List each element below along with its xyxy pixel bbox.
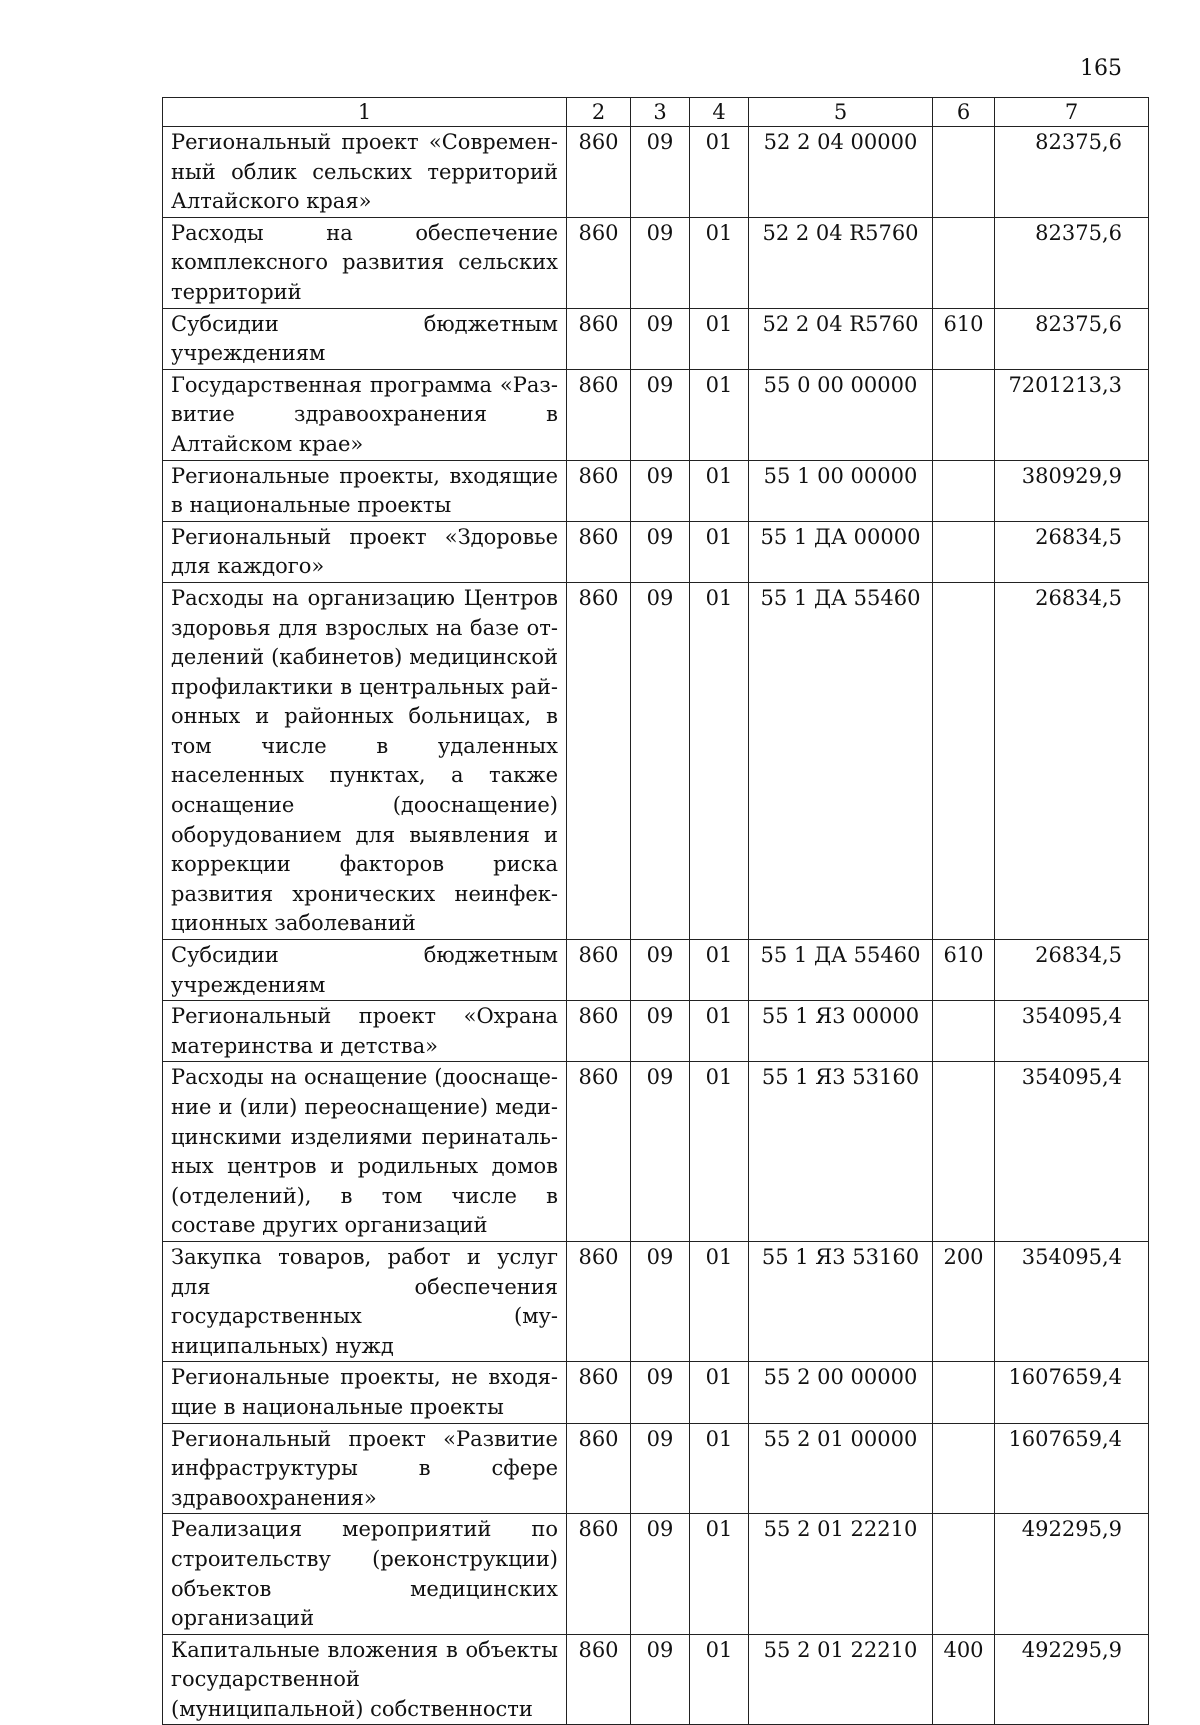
table-row bbox=[163, 1362, 1149, 1423]
table-row bbox=[163, 127, 1149, 218]
ministry-code: 860 bbox=[567, 1362, 631, 1423]
subsection-code: 01 bbox=[690, 369, 749, 460]
expense-type-code bbox=[933, 127, 995, 218]
item-name: Региональный проект «Здоровье для каждого» bbox=[163, 521, 567, 582]
ministry-code: 860 bbox=[567, 127, 631, 218]
amount: 26834,5 bbox=[995, 940, 1149, 1001]
amount: 492295,9 bbox=[995, 1634, 1149, 1725]
amount: 82375,6 bbox=[995, 308, 1149, 369]
table-row bbox=[163, 1241, 1149, 1361]
item-name: Капитальные вложения в объекты государственной (муниципальной) собственности bbox=[163, 1634, 567, 1725]
table-row bbox=[163, 308, 1149, 369]
target-item-code: 52 2 04 00000 bbox=[749, 127, 933, 218]
ministry-code: 860 bbox=[567, 1514, 631, 1634]
section-code: 09 bbox=[631, 308, 690, 369]
amount: 380929,9 bbox=[995, 460, 1149, 521]
ministry-code: 860 bbox=[567, 1423, 631, 1514]
section-code: 09 bbox=[631, 1241, 690, 1361]
header-row bbox=[163, 98, 1149, 127]
expense-type-code: 610 bbox=[933, 308, 995, 369]
amount: 82375,6 bbox=[995, 127, 1149, 218]
table-row bbox=[163, 521, 1149, 582]
expense-type-code bbox=[933, 1362, 995, 1423]
ministry-code: 860 bbox=[567, 1634, 631, 1725]
amount: 354095,4 bbox=[995, 1241, 1149, 1361]
ministry-code: 860 bbox=[567, 940, 631, 1001]
subsection-code: 01 bbox=[690, 1423, 749, 1514]
target-item-code: 52 2 04 R5760 bbox=[749, 217, 933, 308]
item-name: Закупка товаров, работ и услуг для обеспечения государственных (муниципальных) нужд bbox=[163, 1241, 567, 1361]
item-name: Региональный проект «Современный облик сельских территорий Алтайского края» bbox=[163, 127, 567, 218]
ministry-code: 860 bbox=[567, 582, 631, 939]
page-number: 165 bbox=[1080, 56, 1122, 81]
table-row bbox=[163, 460, 1149, 521]
table-row bbox=[163, 217, 1149, 308]
amount: 354095,4 bbox=[995, 1001, 1149, 1062]
ministry-code: 860 bbox=[567, 308, 631, 369]
section-code: 09 bbox=[631, 460, 690, 521]
target-item-code: 55 1 Я3 00000 bbox=[749, 1001, 933, 1062]
section-code: 09 bbox=[631, 582, 690, 939]
subsection-code: 01 bbox=[690, 582, 749, 939]
table-row bbox=[163, 1062, 1149, 1242]
amount: 26834,5 bbox=[995, 521, 1149, 582]
expense-type-code bbox=[933, 582, 995, 939]
table-row bbox=[163, 582, 1149, 939]
subsection-code: 01 bbox=[690, 127, 749, 218]
ministry-code: 860 bbox=[567, 1241, 631, 1361]
amount: 1607659,4 bbox=[995, 1423, 1149, 1514]
section-code: 09 bbox=[631, 1423, 690, 1514]
expense-type-code bbox=[933, 460, 995, 521]
target-item-code: 55 1 Я3 53160 bbox=[749, 1241, 933, 1361]
expense-type-code bbox=[933, 1001, 995, 1062]
amount: 7201213,3 bbox=[995, 369, 1149, 460]
subsection-code: 01 bbox=[690, 1241, 749, 1361]
subsection-code: 01 bbox=[690, 1514, 749, 1634]
table-row bbox=[163, 369, 1149, 460]
expense-type-code bbox=[933, 1514, 995, 1634]
expense-type-code bbox=[933, 1423, 995, 1514]
subsection-code: 01 bbox=[690, 1001, 749, 1062]
section-code: 09 bbox=[631, 1634, 690, 1725]
column-header: 5 bbox=[749, 98, 933, 127]
section-code: 09 bbox=[631, 1062, 690, 1242]
table-row bbox=[163, 1001, 1149, 1062]
subsection-code: 01 bbox=[690, 940, 749, 1001]
target-item-code: 55 1 Я3 53160 bbox=[749, 1062, 933, 1242]
subsection-code: 01 bbox=[690, 308, 749, 369]
column-header: 1 bbox=[163, 98, 567, 127]
table-row bbox=[163, 1634, 1149, 1725]
ministry-code: 860 bbox=[567, 217, 631, 308]
subsection-code: 01 bbox=[690, 521, 749, 582]
section-code: 09 bbox=[631, 1001, 690, 1062]
item-name: Государственная программа «Развитие здравоохранения в Алтайском крае» bbox=[163, 369, 567, 460]
target-item-code: 55 1 00 00000 bbox=[749, 460, 933, 521]
target-item-code: 52 2 04 R5760 bbox=[749, 308, 933, 369]
target-item-code: 55 2 00 00000 bbox=[749, 1362, 933, 1423]
section-code: 09 bbox=[631, 369, 690, 460]
amount: 26834,5 bbox=[995, 582, 1149, 939]
section-code: 09 bbox=[631, 521, 690, 582]
subsection-code: 01 bbox=[690, 460, 749, 521]
section-code: 09 bbox=[631, 127, 690, 218]
subsection-code: 01 bbox=[690, 217, 749, 308]
amount: 492295,9 bbox=[995, 1514, 1149, 1634]
target-item-code: 55 2 01 22210 bbox=[749, 1634, 933, 1725]
section-code: 09 bbox=[631, 1514, 690, 1634]
column-header: 4 bbox=[690, 98, 749, 127]
target-item-code: 55 2 01 22210 bbox=[749, 1514, 933, 1634]
section-code: 09 bbox=[631, 1362, 690, 1423]
table-row bbox=[163, 1423, 1149, 1514]
item-name: Реализация мероприятий по строительству (реконструкции) объектов медицинских организаций bbox=[163, 1514, 567, 1634]
item-name: Региональные проекты, входящие в национальные проекты bbox=[163, 460, 567, 521]
item-name: Региональный проект «Развитие инфраструктуры в сфере здравоохранения» bbox=[163, 1423, 567, 1514]
item-name: Субсидии бюджетным учреждениям bbox=[163, 940, 567, 1001]
subsection-code: 01 bbox=[690, 1362, 749, 1423]
ministry-code: 860 bbox=[567, 521, 631, 582]
ministry-code: 860 bbox=[567, 369, 631, 460]
item-name: Субсидии бюджетным учреждениям bbox=[163, 308, 567, 369]
item-name: Расходы на обеспечение комплексного развития сельских территорий bbox=[163, 217, 567, 308]
item-name: Региональный проект «Охрана материнства и детства» bbox=[163, 1001, 567, 1062]
subsection-code: 01 bbox=[690, 1062, 749, 1242]
amount: 1607659,4 bbox=[995, 1362, 1149, 1423]
column-header: 3 bbox=[631, 98, 690, 127]
section-code: 09 bbox=[631, 940, 690, 1001]
target-item-code: 55 1 ДА 55460 bbox=[749, 940, 933, 1001]
expense-type-code bbox=[933, 369, 995, 460]
column-header: 2 bbox=[567, 98, 631, 127]
expense-type-code bbox=[933, 521, 995, 582]
item-name: Региональные проекты, не входящие в национальные проекты bbox=[163, 1362, 567, 1423]
ministry-code: 860 bbox=[567, 460, 631, 521]
amount: 354095,4 bbox=[995, 1062, 1149, 1242]
section-code: 09 bbox=[631, 217, 690, 308]
ministry-code: 860 bbox=[567, 1062, 631, 1242]
expense-type-code: 400 bbox=[933, 1634, 995, 1725]
column-header: 6 bbox=[933, 98, 995, 127]
column-header: 7 bbox=[995, 98, 1149, 127]
item-name: Расходы на организацию Центров здоровья для взрослых на базе отделений (кабинетов) медицинской профилактики в центральных районных и районных больницах, в том числе в удаленных населенных пунктах, а также оснащение (дооснащение) оборудованием для выявления и коррекции факторов риска развития хронических неинфекционных заболеваний bbox=[163, 582, 567, 939]
amount: 82375,6 bbox=[995, 217, 1149, 308]
table-row bbox=[163, 1514, 1149, 1634]
expense-type-code bbox=[933, 217, 995, 308]
item-name: Расходы на оснащение (дооснащение и (или) переоснащение) медицинскими изделиями перинатальных центров и родильных домов (отделений), в том числе в составе других организаций bbox=[163, 1062, 567, 1242]
target-item-code: 55 1 ДА 00000 bbox=[749, 521, 933, 582]
ministry-code: 860 bbox=[567, 1001, 631, 1062]
target-item-code: 55 2 01 00000 bbox=[749, 1423, 933, 1514]
expense-type-code: 200 bbox=[933, 1241, 995, 1361]
expense-type-code bbox=[933, 1062, 995, 1242]
table-row bbox=[163, 940, 1149, 1001]
expense-type-code: 610 bbox=[933, 940, 995, 1001]
target-item-code: 55 1 ДА 55460 bbox=[749, 582, 933, 939]
subsection-code: 01 bbox=[690, 1634, 749, 1725]
budget-table bbox=[162, 97, 1149, 1725]
target-item-code: 55 0 00 00000 bbox=[749, 369, 933, 460]
